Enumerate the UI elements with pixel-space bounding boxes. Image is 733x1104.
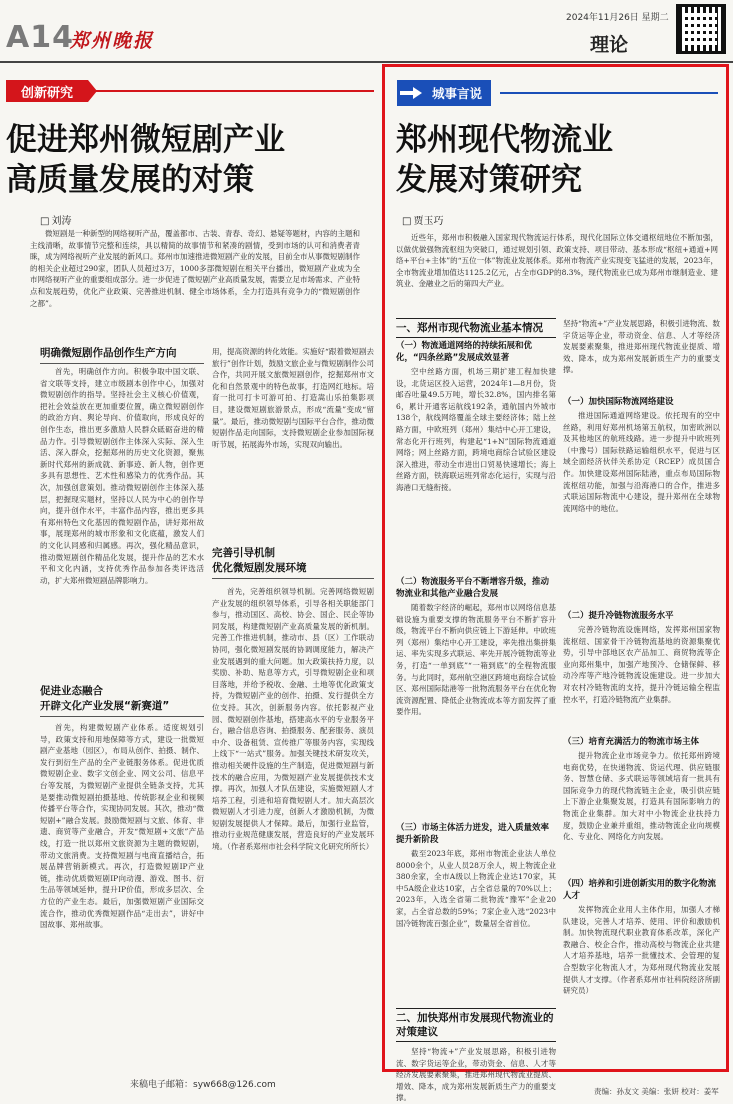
right-title-line-1: 郑州现代物流业 — [396, 122, 613, 158]
masthead-divider — [0, 61, 733, 63]
submission-email: 来稿电子邮箱：syw668@126.com — [130, 1080, 276, 1090]
qr-code-icon[interactable] — [676, 4, 726, 54]
right-heading-2: 二、加快郑州市发展现代物流业的对策建议 — [396, 1008, 556, 1042]
right-byline: □ 贾玉巧 — [402, 212, 443, 227]
right-body-2-continued: 坚持“物流+”产业发展思路，积极引进物流、数字货运等企业，带动资金、信息、人才等经济发展要素聚集，推进郑州现代物流业提质、增效、降本，成为郑州发展新质生产力的重要支撑。 — [563, 319, 720, 375]
right-subhead-1-2: （二）物流服务平台不断增容升级，推动物流业和其他产业融合发展 — [396, 577, 550, 599]
page-number: A14 — [6, 20, 74, 55]
left-lead: 微短剧是一种新型的网络视听产品，覆盖都市、古装、青春、奇幻、悬疑等题材，内容的主题和主线清晰，故事情节完整和连续，具以精简的故事情节和紧凑的剧情，受到市场的认可和消费者青睐，成为网络视听产业发展的新风口。郑州市加速推进微短剧产业的发展，目前全市从事微短剧制作的相关企业超过290家，团队人员超过3万，1000多部微短剧在相关平台播出，微短剧产业成为全市网络视听产业的重要组成部分。进一步促进了微短剧产业高质量发展，需要立足市场需求、产业特点和发展趋势，优化产业政策、完善推进机制、健全市场体系，全力打造具有竞争力的“微短剧创作之都”。 — [30, 229, 360, 308]
left-subhead-1: 明确微短剧作品创作生产方向 — [40, 346, 204, 364]
right-body-2-2: 完善冷链物流设施网络，发挥郑州国家物流枢纽、国家骨干冷链物流基地的资源集聚优势，引导中部地区农产品加工、商贸物流等企业向郑州集中，加强产地预冷、仓储保鲜、移动冷库等产地冷链物流设施建设。进一步加大对农村冷链物流的支持，提升冷链运输全程监控水平，打造冷链物流产业集群。 — [563, 625, 720, 704]
right-subhead-2-2: （二）提升冷链物流服务水平 — [563, 611, 674, 621]
masthead — [0, 0, 733, 62]
left-subhead-3-line-1: 完善引导机制 — [212, 547, 275, 559]
left-section-2-body: 首先，构建微短剧产业体系。适度规划引导，政策支持和用地保障等方式，建设一批微短剧产业基地（园区），布局从创作、拍摄、制作、发行到衍生产品的全产业链服务体系。促进优质微短剧企业、数字文创企业、网文公司、信息平台等发展，为微短剧产业提供全链条支持，尤其是要推动微短剧拍摄基地、传统影视企业和视频传播平台等合作，实现协同发展。其次，推动“微短剧+”融合发展。鼓励微短剧与文旅、体育、非遗、商贸等产业融合，开发“微短剧+文旅”产品线，打造一批以郑州文旅资源为主题的微短剧，带动文旅消费。支持微短剧与电商直播结合，拓展品牌营销新模式。再次，打造微短剧IP产业链，推动优质微短剧IP向动漫、游戏、图书、衍生品等领域延伸，提升IP价值，形成多层次、全方位的产业生态。最后，加强微短剧产业国际交流合作，推动优秀微短剧作品“走出去”，讲好中国故事、郑州故事。 — [40, 723, 204, 930]
right-body-1-2: 随着数字经济的崛起，郑州市以网络信息基础设施为重要支撑的物流服务平台不断扩容升级，物流平台不断向供应链上下游延伸。中欧班列（郑州）集结中心开工建设，率先推出集拼集运、率先实现多式联运、率先开展冷链物流等业务，打造“一单到底”“一箱到底”的全程物流服务。与此同时，郑州航空港区跨境电商综合试验区、郑州国际陆港等一批物流服务平台在优化物流资源配置、降低企业物流成本等方面发挥了重要作用。 — [396, 603, 556, 717]
newspaper-logo: 郑州晚报 — [70, 30, 155, 52]
column-divider — [500, 92, 718, 94]
right-article-title — [396, 120, 721, 200]
column-tag-city: 城事言说 — [397, 80, 491, 106]
left-subhead-2-line-2: 开辟文化产业发展“新赛道” — [40, 699, 204, 717]
right-subhead-2-1: （一）加快国际物流网络建设 — [563, 397, 674, 407]
left-article-title — [6, 120, 378, 200]
left-subhead-3 — [212, 546, 374, 579]
right-subhead-2-3: （三）培育充满活力的物流市场主体 — [563, 737, 700, 747]
right-body-1-3: 截至2023年底，郑州市物流企业法人单位8000余个，从业人员28万余人，规上物流企业380余家，全市A级以上物流企业达170家，其中5A级企业达10家，占全省总量的70%以上；2023年，入选全省第二批物流“豫军”企业20家，占全省总数的59%；7家企业入选“2023中国冷链物流百强企业”，数量居全省首位。 — [396, 849, 556, 928]
right-title-line-2: 发展对策研究 — [396, 162, 582, 198]
left-section-2-continued: 用，提高资源的转化效能。实施好“跟着微短剧去旅行”创作计划，鼓励文旅企业与微短剧制作公司合作，共同开展文旅微短剧创作，挖掘郑州市文化和自然景观中的特色故事，打造网红地标。培育一批可打卡可游可拍、打造嵩山乐拍集影项目，建设微短剧旅游景点，形成“流量”变成“留量”。最后，推动微短剧与国际平台合作，推动微短剧作品走向国际，支持微短剧企业参加国际视听节展，拓展海外市场，实现双向输出。 — [212, 347, 374, 449]
left-section-1-body: 首先，明确创作方向。积极争取中国文联、省文联等支持，建立市级剧本创作中心，加强对微短剧创作的指导。坚持社会主义核心价值观，把社会效益放在更加重要位置，确立微短剧创作的政治方向、舆论导向、价值取向，形成良好的创作生态，推出更多激励人民群众砥砺奋进的精品力作。引导微短剧创作主体深入实际、深入生活、深入群众，挖掘郑州的历史文化资源，聚焦新时代郑州的新成就、新事迹、新人物，创作更多具有思想性、艺术性和感染力的优秀作品。其次，加强创意策划。推动微短剧创作主体深入基层，把握现实题材，坚持以人民为中心的创作导向，提升创作水平，丰富作品内容，推出更多具有郑州特色文化基因的微短剧作品，讲好郑州故事，展现郑州的城市形象和文化底蕴，激发人们的文化认同感和归属感。再次，强化精品意识，推动微短剧创作精品化发展，提升作品的艺术水平和文化内涵，支持优秀作品参加各类评选活动，扩大郑州微短剧品牌影响力。 — [40, 367, 204, 585]
section-name: 理论 — [590, 34, 629, 56]
arrow-right-icon — [400, 87, 422, 99]
right-body-2-intro: 坚持“物流+”产业发展思路，积极引进物流、数字货运等企业，带动资金、信息、人才等经济发展要素聚集，推进郑州现代物流业提质、增效、降本，成为郑州发展新质生产力的重要支撑。 — [396, 1047, 556, 1103]
column-tag-innovation: 创新研究 — [6, 80, 88, 102]
right-lead: 近些年，郑州市积极融入国家现代物流运行体系，现代化国际立体交通枢纽地位不断加强，以做优做强物流枢纽为突破口，通过规划引领、政策支持、项目带动、基本形成“枢纽+通道+网络+平台+主体”的“五位一体”物流业发展体系。郑州市物流产业实现变飞猛进的发展，2023年，全市物流业增加值达1125.2亿元，占全市GDP的8.3%，现代物流业已成为郑州市继制造业、建筑业、金融业之后的第四大产业。 — [396, 233, 718, 289]
right-body-1-1: 空中丝路方面，机场三期扩建工程加快建设，北货运区投入运营，2024年1—8月份，货邮吞吐量49.5万吨，增长32.8%，国内排名第6，累计开通客运航线192条，通航国内外城市138个，航线网络覆盖全球主要经济体；陆上丝路方面，中欧班列（郑州）集结中心开工建设，常态化开行班列，构建起“1+N”国际物流通道网络；网上丝路方面，跨境电商综合试验区建设深入推进，带动全市进出口贸易快速增长；海上丝路方面，铁海联运班列常态化运行，实现与沿海港口无缝衔接。 — [396, 367, 556, 492]
right-body-2-1: 推进国际通道网络建设。依托现有的空中丝路，利用好郑州机场第五航权，加密欧洲以及其他地区的航班线路。进一步提升中欧班列（中豫号）国际铁路运输组织水平，促进与区域全面经济伙伴关系协定（RCEP）成员国合作。加快建设郑州国际陆港，重点布局国际物流枢纽功能，加强与沿海港口的合作，推进多式联运国际物流中心建设，提升郑州在全球物流网络中的地位。 — [563, 411, 720, 513]
right-heading-1: 一、郑州市现代物流业基本情况 — [396, 318, 556, 338]
editor-credits: 责编：孙友文 美编：张妍 校对：姜军 — [594, 1087, 719, 1096]
left-subhead-2-line-1: 促进业态融合 — [40, 685, 103, 697]
right-subhead-1-3: （三）市场主体活力迸发，进入质量效率提升新阶段 — [396, 823, 550, 845]
tag-divider — [96, 90, 374, 92]
right-subhead-2-4: （四）培养和引进创新实用的数字化物流人才 — [563, 879, 717, 901]
right-body-2-3: 提升物流企业市场竞争力。依托郑州跨境电商优势，在快递物流、货运代理、供应链服务、智慧仓储、多式联运等领域培育一批具有国际竞争力的现代物流链主企业，吸引供应链上下游企业集聚发展，打造具有国际影响力的物流企业集群。加大对中小物流企业扶持力度，鼓励企业兼并重组，推动物流企业向规模化、专业化、网络化方向发展。 — [563, 751, 720, 842]
left-subhead-3-line-2: 优化微短剧发展环境 — [212, 562, 307, 574]
left-section-3-body: 首先，完善组织领导机制。完善网络微短剧产业发展的组织领导体系，引导各相关职能部门参与，推动国区、高校、协会、国企、民企等协同发展，构建微短剧产业高质量发展的新机制。完善工作推进机制，推动市、县（区）工作联动协同，强化微短剧发展的协调调度能力，解决产业发展遇到的重大问题。加大政策扶持力度，以奖励、补助、贴息等方式，引导微短剧企业和项目落地，并给予税收、金融、土地等优化政策支持，为微短剧产业的创作、拍摄、发行提供全方位支持。其次，创新服务内容。依托影视产业园、微短剧创作基地，搭建高水平的专业服务平台，融合信息咨询、拍摄服务、配套服务、演员中介、设备租赁、宣传推广等服务内容，实现线上线下“一站式”服务。加强关键技术研发攻关，推动相关硬件设施的生产制造，促进微短剧与新技术的融合应用，为微短剧产业发展提供技术支撑。再次，加强人才队伍建设，实施微短剧人才培养工程，引进和培育微短剧人才。加大高层次微短剧人才引进力度，创新人才激励机制，为微短剧发展提供人才保障。最后，加强行业监管，推动行业规范健康发展，营造良好的产业发展环境。（作者系郑州市社会科学院文化研究所所长） — [212, 587, 374, 852]
left-byline: □ 刘涛 — [40, 212, 71, 227]
left-title-line-1: 促进郑州微短剧产业 — [6, 122, 285, 158]
right-body-2-4: 发挥物流企业用人主体作用，加强人才梯队建设，完善人才培养、使用、评价和激励机制。加快物流现代职业教育体系改革，深化产教融合、校企合作，推动高校与物流企业共建人才培养基地，培养一批懂技术、会管理的复合型数字化物流人才，为郑州现代物流业发展提供人才支撑。（作者系郑州市社科院经济所副研究员） — [563, 905, 720, 996]
right-subhead-1-1: （一）物流通道网络的持续拓展和优化，“四条丝路”发展成效显著 — [396, 341, 533, 363]
left-title-line-2: 高质量发展的对策 — [6, 162, 254, 198]
left-subhead-2 — [40, 684, 204, 717]
issue-date: 2024年11月26日 星期二 — [566, 13, 669, 23]
